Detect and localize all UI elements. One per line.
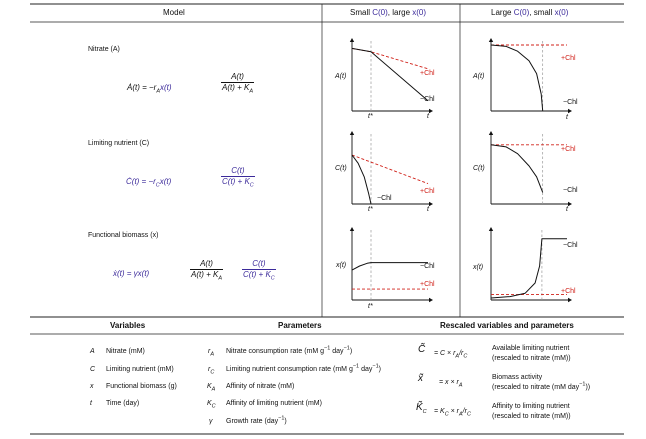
plot-panel-4	[489, 131, 572, 206]
series-minus-chl	[352, 48, 428, 100]
y-axis-arrow	[350, 131, 354, 135]
series-minus-chl	[352, 263, 428, 271]
equation-nitrate-fraction: $\frac{A(t)}{A(t) + K_A}$	[222, 72, 254, 95]
param-desc-gamma: Growth rate (day$^{-1}$)	[226, 415, 287, 425]
param-sym-kc: $K_C$	[207, 400, 216, 410]
rescaled-desc-kc-line1: Affinity to limiting nutrient	[492, 403, 570, 410]
rescaled-eq-c: = $C \times r_A/r_C$	[434, 350, 468, 360]
equation-biomass-fraction-2: $\frac{C(t)}{C(t) + K_C}$	[243, 259, 275, 282]
var-desc-x: Functional biomass (g)	[106, 383, 177, 390]
x-axis-arrow	[568, 202, 572, 206]
rescaled-desc-c-line1: Available limiting nutrient	[492, 345, 570, 352]
y-axis-arrow	[489, 227, 493, 231]
param-sym-rc: $r_C$	[208, 366, 215, 376]
var-sym-c: C	[90, 366, 96, 373]
x-axis-arrow	[429, 298, 433, 302]
rescaled-header: Rescaled variables and parameters	[440, 321, 574, 330]
series-minus-chl	[491, 45, 543, 111]
var-desc-a: Nitrate (mM)	[106, 348, 145, 355]
param-desc-kc: Affinity of limiting nutrient (mM)	[226, 400, 322, 407]
plot-panel-2	[489, 38, 572, 113]
var-sym-x: x	[90, 383, 94, 390]
t-label-r2c1: t	[427, 206, 429, 213]
rescaled-desc-c-line2: (rescaled to nitrate (mM))	[492, 355, 571, 362]
var-desc-c: Limiting nutrient (mM)	[106, 366, 174, 373]
label-minus-chl-r3c2: −Chl	[563, 242, 578, 249]
ylabel-a-right: A(t)	[473, 73, 485, 80]
label-plus-chl-r1c1: +Chl	[420, 70, 435, 77]
series-minus-chl	[491, 145, 543, 193]
rescaled-sym-c: C̃	[418, 344, 426, 355]
param-desc-rc: Limiting nutrient consumption rate (mM $g^{-1}$ day$^{-1}$)	[226, 363, 381, 373]
y-axis-arrow	[350, 227, 354, 231]
param-sym-ka: $K_A$	[207, 383, 216, 393]
ylabel-a-left: A(t)	[335, 73, 347, 80]
label-minus-chl-r1c1: −Chl	[420, 96, 435, 103]
y-axis-arrow	[350, 38, 354, 42]
series-minus-chl	[352, 155, 371, 204]
x-axis-arrow	[429, 109, 433, 113]
rescaled-sym-kc: $K̃_C$	[416, 402, 427, 415]
equation-limiting-lhs: Ċ(t) = $-r_Cx(t)$	[126, 177, 172, 189]
plot-panel-6	[489, 227, 572, 302]
label-plus-chl-r2c2: +Chl	[561, 146, 576, 153]
param-sym-gamma: γ	[209, 418, 213, 425]
var-sym-a: A	[90, 348, 95, 355]
tstar-label-r1: t*	[368, 113, 373, 120]
model-name-limiting-nutrient: Limiting nutrient (C)	[88, 140, 150, 147]
rescaled-desc-kc-line2: (rescaled to nitrate (mM))	[492, 413, 571, 420]
parameters-header: Parameters	[278, 321, 322, 330]
label-plus-chl-r3c1: +Chl	[420, 281, 435, 288]
x-axis-arrow	[568, 109, 572, 113]
ylabel-c-right: C(t)	[473, 165, 485, 172]
rescaled-eq-x: = $x \times r_A$	[439, 379, 463, 389]
tstar-label-r2: t*	[368, 206, 373, 213]
equation-nitrate-lhs: Ȧ(t) = $-r_Ax(t)$	[127, 83, 172, 95]
ylabel-x-right: x(t)	[473, 264, 484, 271]
t-label-r1c1: t	[427, 113, 429, 120]
equation-limiting-fraction: $\frac{C(t)}{C(t) + K_C}$	[222, 166, 254, 189]
label-plus-chl-r3c2: +Chl	[561, 288, 576, 295]
param-desc-ra: Nitrate consumption rate (mM $g^{-1}$ day$^{-1}$)	[226, 345, 353, 355]
label-plus-chl-r1c2: +Chl	[561, 55, 576, 62]
series-plus-chl	[352, 155, 428, 184]
label-minus-chl-r2c1: −Chl	[377, 195, 392, 202]
label-minus-chl-r3c1: −Chl	[420, 263, 435, 270]
ylabel-x-left: x(t)	[336, 262, 347, 269]
series-minus-chl	[491, 239, 567, 298]
rescaled-eq-kc: = $K_C \times r_A/r_C$	[434, 408, 471, 418]
param-sym-ra: $r_A$	[208, 348, 215, 358]
y-axis-arrow	[489, 38, 493, 42]
y-axis-arrow	[489, 131, 493, 135]
x-axis-arrow	[568, 298, 572, 302]
model-header: Model	[163, 8, 185, 17]
ylabel-c-left: C(t)	[335, 165, 347, 172]
label-minus-chl-r2c2: −Chl	[563, 187, 578, 194]
param-desc-ka: Affinity of nitrate (mM)	[226, 383, 295, 390]
t-label-r2c2: t	[566, 206, 568, 213]
col-header-large-c: Large C(0), small x(0)	[491, 8, 569, 17]
rescaled-desc-x-line1: Biomass activity	[492, 374, 543, 381]
equation-biomass-fraction-1: $\frac{A(t)}{A(t) + K_A}$	[191, 259, 223, 282]
col-header-small-c: Small C(0), large x(0)	[350, 8, 427, 17]
label-plus-chl-r2c1: +Chl	[420, 188, 435, 195]
rescaled-sym-x: x̃	[418, 373, 423, 384]
t-label-r1c2: t	[566, 114, 568, 121]
tstar-label-r3: t*	[368, 303, 373, 310]
plots-layer	[350, 38, 572, 302]
rescaled-desc-x-line2: (rescaled to nitrate (mM day$^{-1}$))	[492, 381, 591, 391]
model-name-nitrate: Nitrate (A)	[88, 46, 120, 53]
equation-biomass-lhs: ẋ(t) = γx(t)	[113, 269, 150, 278]
series-plus-chl	[352, 48, 428, 68]
var-desc-t: Time (day)	[106, 400, 140, 407]
model-name-functional-biomass: Functional biomass (x)	[88, 232, 159, 239]
x-axis-arrow	[429, 202, 433, 206]
label-minus-chl-r1c2: −Chl	[563, 99, 578, 106]
var-sym-t: t	[90, 400, 92, 407]
variables-header: Variables	[110, 321, 146, 330]
